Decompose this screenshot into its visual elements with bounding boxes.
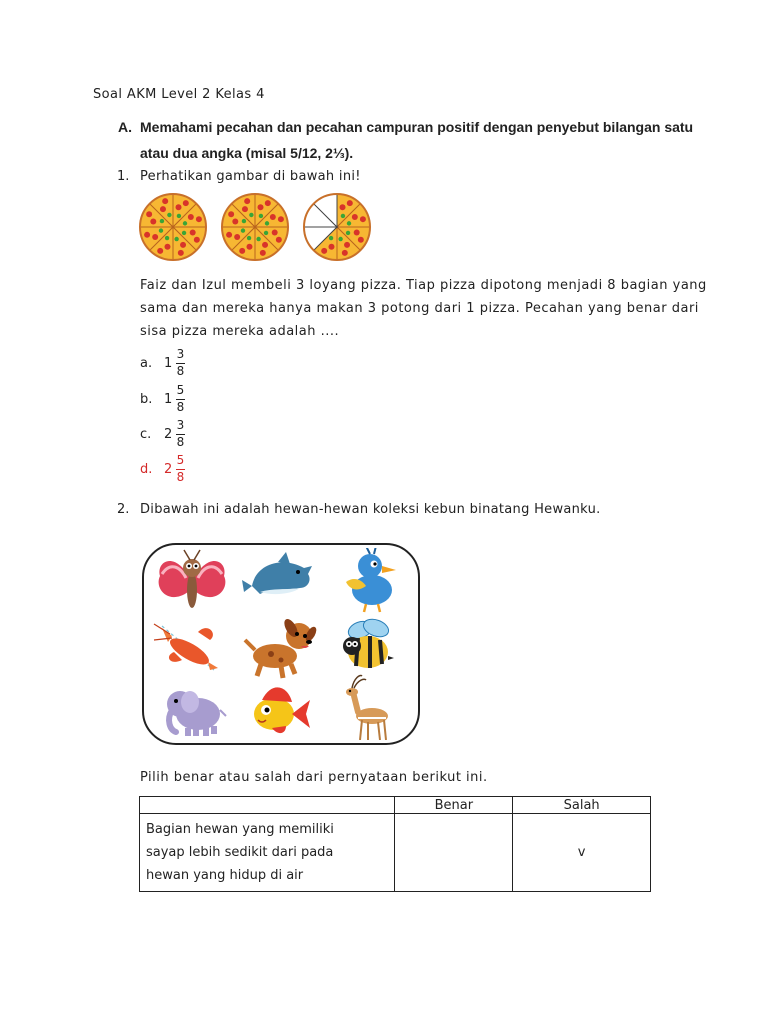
topping xyxy=(226,232,232,238)
document-title: Soal AKM Level 2 Kelas 4 xyxy=(93,87,265,102)
numerator: 5 xyxy=(176,452,185,467)
topping xyxy=(360,216,366,222)
statement-line-2: sayap lebih sedikit dari pada xyxy=(146,845,334,860)
option-a[interactable] xyxy=(140,345,185,381)
topping xyxy=(347,200,353,206)
topping xyxy=(329,236,333,240)
section-heading-line-1: Memahami pecahan dan pecahan campuran positif dengan penyebut bilangan satu xyxy=(140,119,694,135)
topping xyxy=(146,211,152,217)
topping xyxy=(358,237,364,243)
topping xyxy=(338,237,342,241)
pizza-3 xyxy=(304,194,370,260)
topping xyxy=(165,236,169,240)
topping xyxy=(241,228,245,232)
topping xyxy=(244,198,250,204)
topping xyxy=(242,206,248,212)
bird-icon xyxy=(346,548,396,612)
topping xyxy=(160,219,164,223)
topping xyxy=(196,216,202,222)
topping xyxy=(194,237,200,243)
option-whole: 2 xyxy=(164,461,173,477)
topping xyxy=(160,206,166,212)
option-letter: b. xyxy=(140,391,153,407)
option-fraction xyxy=(176,348,185,378)
topping xyxy=(228,211,234,217)
lobster-icon xyxy=(154,624,218,670)
topping xyxy=(190,230,196,236)
option-letter: c. xyxy=(140,426,152,442)
question-1-paragraph-line-2: sama dan mereka hanya makan 3 potong dari 1 pizza. Pecahan yang benar dari xyxy=(140,301,699,316)
question-2-number: 2. xyxy=(117,502,130,517)
topping xyxy=(232,218,238,224)
topping xyxy=(150,218,156,224)
topping xyxy=(278,216,284,222)
topping xyxy=(346,231,350,235)
topping xyxy=(174,237,178,241)
denominator: 8 xyxy=(176,400,185,415)
section-letter: A. xyxy=(118,119,132,135)
option-whole: 1 xyxy=(164,355,173,371)
topping xyxy=(183,221,187,225)
option-letter: d. xyxy=(140,461,153,477)
topping xyxy=(239,248,245,254)
topping xyxy=(234,234,240,240)
topping xyxy=(183,200,189,206)
numerator: 5 xyxy=(176,382,185,397)
topping xyxy=(265,200,271,206)
dog-icon xyxy=(245,617,318,678)
animal-illustrations xyxy=(150,548,412,740)
fish-icon xyxy=(254,687,310,733)
topping xyxy=(264,231,268,235)
dolphin-icon xyxy=(242,552,312,594)
pizza-illustration xyxy=(138,193,390,261)
true-false-table xyxy=(139,796,651,892)
section-heading-line-2: atau dua angka (misal 5/12, 2⅓). xyxy=(140,145,354,161)
option-fraction xyxy=(176,419,185,449)
topping xyxy=(162,198,168,204)
table-header-salah: Salah xyxy=(513,797,651,814)
topping xyxy=(249,213,253,217)
topping xyxy=(167,213,171,217)
topping xyxy=(180,242,186,248)
question-2-instruction: Pilih benar atau salah dari pernyataan berikut ini. xyxy=(140,770,488,785)
topping xyxy=(258,204,264,210)
denominator: 8 xyxy=(176,364,185,379)
topping xyxy=(328,244,334,250)
table-header-benar: Benar xyxy=(395,797,513,814)
option-d[interactable] xyxy=(140,451,185,487)
topping xyxy=(276,237,282,243)
gazelle-icon xyxy=(346,676,388,741)
topping xyxy=(159,228,163,232)
topping xyxy=(178,250,184,256)
topping xyxy=(354,230,360,236)
topping xyxy=(341,214,345,218)
topping xyxy=(152,234,158,240)
topping xyxy=(247,236,251,240)
statement-cell xyxy=(140,814,395,892)
topping xyxy=(347,221,351,225)
topping xyxy=(188,214,194,220)
denominator: 8 xyxy=(176,435,185,450)
topping xyxy=(344,242,350,248)
question-1-number: 1. xyxy=(117,169,130,184)
denominator: 8 xyxy=(176,470,185,485)
topping xyxy=(260,250,266,256)
butterfly-icon xyxy=(159,550,226,608)
option-whole: 2 xyxy=(164,426,173,442)
topping xyxy=(157,248,163,254)
topping xyxy=(270,214,276,220)
topping xyxy=(321,248,327,254)
pizza-2 xyxy=(222,194,288,260)
topping xyxy=(177,214,181,218)
question-1-paragraph-line-3: sisa pizza mereka adalah .... xyxy=(140,324,340,339)
bee-icon xyxy=(343,616,394,668)
topping xyxy=(262,242,268,248)
table-header-row xyxy=(140,797,651,814)
option-fraction xyxy=(176,384,185,414)
statement-line-3: hewan yang hidup di air xyxy=(146,868,304,883)
option-c[interactable] xyxy=(140,416,185,452)
salah-cell[interactable]: v xyxy=(513,814,651,892)
table-header-statement xyxy=(140,797,395,814)
question-1-prompt: Perhatikan gambar di bawah ini! xyxy=(140,169,361,184)
option-whole: 1 xyxy=(164,391,173,407)
topping xyxy=(176,204,182,210)
topping xyxy=(340,204,346,210)
topping xyxy=(242,219,246,223)
topping xyxy=(182,231,186,235)
topping xyxy=(272,230,278,236)
topping xyxy=(164,244,170,250)
question-2-prompt: Dibawah ini adalah hewan-hewan koleksi kebun binatang Hewanku. xyxy=(140,502,601,517)
topping xyxy=(265,221,269,225)
topping xyxy=(352,214,358,220)
option-b[interactable] xyxy=(140,381,185,417)
option-letter: a. xyxy=(140,355,153,371)
topping xyxy=(259,214,263,218)
benar-cell[interactable] xyxy=(395,814,513,892)
numerator: 3 xyxy=(176,346,185,361)
topping xyxy=(342,250,348,256)
question-1-paragraph-line-1: Faiz dan Izul membeli 3 loyang pizza. Tiap pizza dipotong menjadi 8 bagian yang xyxy=(140,278,707,293)
topping xyxy=(246,244,252,250)
statement-line-1: Bagian hewan yang memiliki xyxy=(146,822,334,837)
elephant-icon xyxy=(167,691,226,736)
numerator: 3 xyxy=(176,417,185,432)
topping xyxy=(144,232,150,238)
pizza-1 xyxy=(140,194,206,260)
option-fraction xyxy=(176,454,185,484)
topping xyxy=(256,237,260,241)
table-row xyxy=(140,814,651,892)
